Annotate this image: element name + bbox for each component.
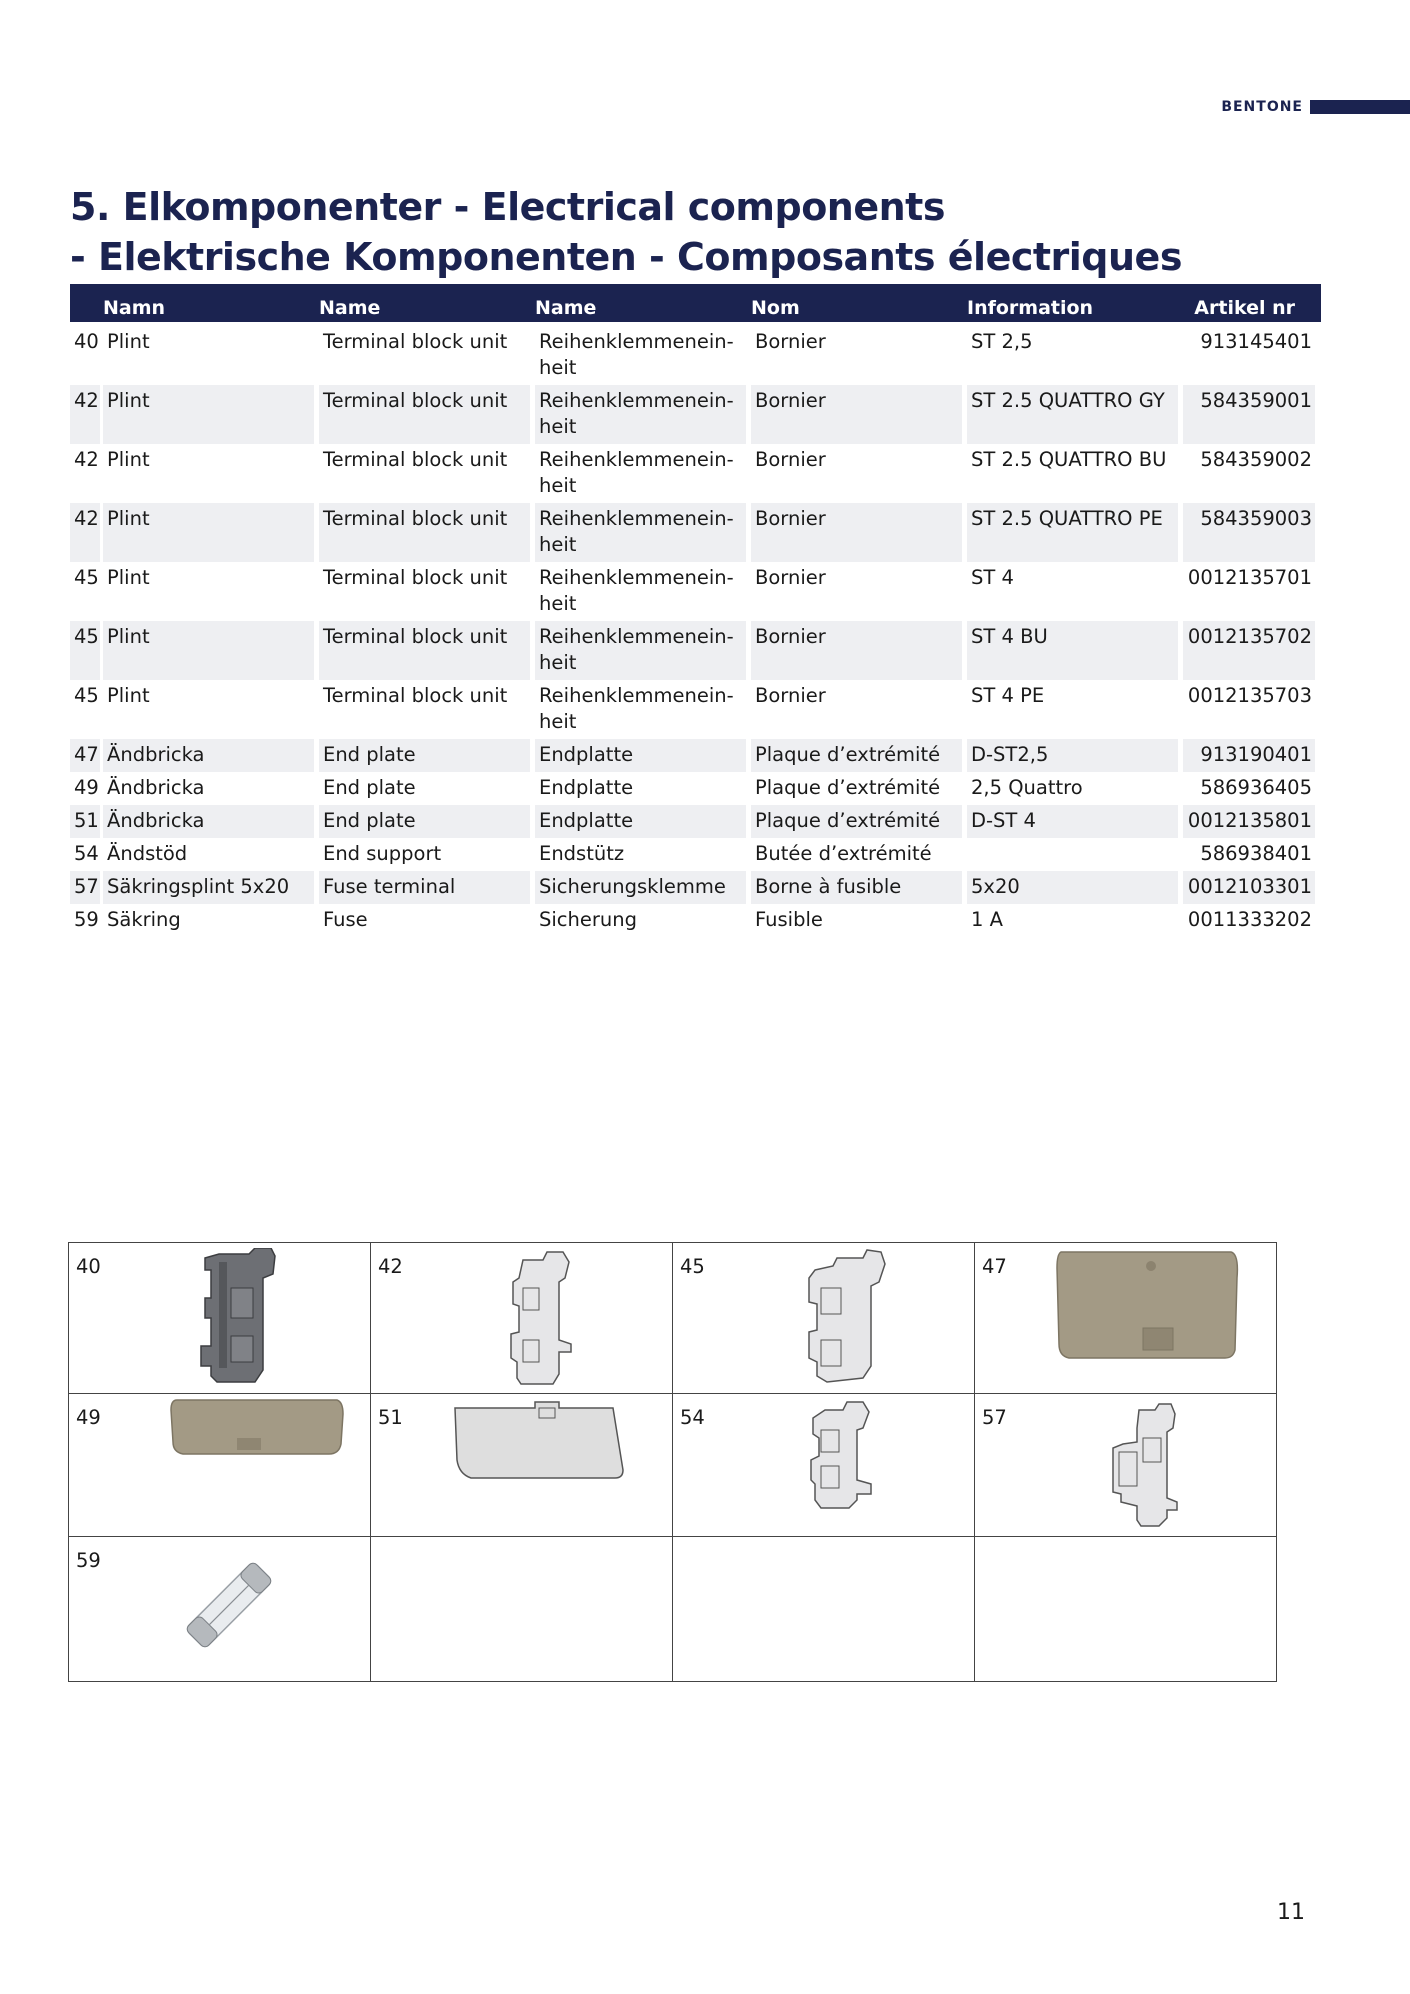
- cell-information: ST 2,5: [971, 330, 1033, 353]
- brand-bar: [1310, 100, 1410, 114]
- header-nom: Nom: [751, 297, 800, 319]
- fuse-terminal-image: [1109, 1402, 1199, 1530]
- cell-artikel-nr: 0012135703: [1187, 684, 1312, 707]
- cell-nom: Butée d’extrémité: [755, 842, 932, 865]
- header-information: Information: [967, 297, 1094, 319]
- cell-information: ST 2.5 QUATTRO GY: [967, 385, 1178, 444]
- cell-artikel-nr: 584359001: [1183, 385, 1315, 444]
- cell-information: [967, 838, 1178, 871]
- grid-label: 49: [76, 1406, 101, 1429]
- cell-namn: Plint: [107, 566, 150, 589]
- cell-namn: Ändbricka: [103, 805, 314, 838]
- cell-information: 5x20: [967, 871, 1178, 904]
- grid-cell-49: [69, 1394, 371, 1537]
- cell-namn: Plint: [103, 503, 314, 562]
- cell-name-de: Endstütz: [539, 842, 625, 865]
- cell-name-en: Terminal block unit: [319, 621, 530, 680]
- row-number: 45: [74, 684, 99, 707]
- cell-nom: Fusible: [755, 908, 823, 931]
- table-header: [70, 284, 1321, 322]
- table-row: [70, 772, 1321, 805]
- cell-name-en: End plate: [323, 776, 416, 799]
- header-name-de: Name: [535, 297, 597, 319]
- cell-name-en: Terminal block unit: [323, 448, 508, 471]
- grid-cell-40: [69, 1243, 371, 1394]
- cell-namn: Plint: [107, 330, 150, 353]
- cell-namn: Säkring: [107, 908, 181, 931]
- cell-artikel-nr: 913145401: [1200, 330, 1312, 353]
- cell-information: 2,5 Quattro: [971, 776, 1083, 799]
- cell-name-de: Reihenklemmenein- heit: [535, 385, 746, 444]
- table-row: [70, 503, 1321, 562]
- table-row: [70, 444, 1321, 503]
- grid-cell-empty: [975, 1537, 1277, 1682]
- row-number: 45: [70, 621, 100, 680]
- cell-namn: Plint: [103, 621, 314, 680]
- table-row: [70, 739, 1321, 772]
- cell-name-de: Endplatte: [535, 739, 746, 772]
- cell-name-de: Reihenklemmenein- heit: [539, 684, 734, 733]
- table-body: [70, 326, 1321, 937]
- cell-nom: Borne à fusible: [751, 871, 962, 904]
- cell-name-en: Terminal block unit: [323, 566, 508, 589]
- cell-nom: Bornier: [755, 330, 826, 353]
- cell-name-en: End plate: [319, 805, 530, 838]
- row-number: 51: [70, 805, 100, 838]
- cell-name-en: Terminal block unit: [323, 684, 508, 707]
- end-support-image: [809, 1400, 879, 1510]
- cell-name-de: Reihenklemmenein- heit: [535, 503, 746, 562]
- grid-label: 47: [982, 1255, 1007, 1278]
- cell-name-en: Fuse: [323, 908, 368, 931]
- table-row: [70, 621, 1321, 680]
- row-number: 47: [70, 739, 100, 772]
- grid-cell-57: [975, 1394, 1277, 1537]
- cell-namn: Plint: [107, 448, 150, 471]
- table-row: [70, 385, 1321, 444]
- table-row: [70, 562, 1321, 621]
- cell-nom: Plaque d’extrémité: [751, 739, 962, 772]
- row-number: 54: [74, 842, 99, 865]
- cell-artikel-nr: 0011333202: [1187, 908, 1312, 931]
- cell-nom: Plaque d’extrémité: [751, 805, 962, 838]
- grid-cell-54: [673, 1394, 975, 1537]
- page-title: [70, 182, 1340, 282]
- cell-name-de: Reihenklemmenein- heit: [539, 566, 734, 615]
- cell-name-en: Terminal block unit: [319, 503, 530, 562]
- cell-namn: Säkringsplint 5x20: [103, 871, 314, 904]
- grid-cell-empty: [371, 1537, 673, 1682]
- title-line-2: - Elektrische Komponenten - Composants électriques: [70, 235, 1182, 279]
- cell-artikel-nr: 0012135701: [1187, 566, 1312, 589]
- grid-cell-51: [371, 1394, 673, 1537]
- cell-artikel-nr: 584359002: [1200, 448, 1312, 471]
- row-number: 42: [74, 448, 99, 471]
- cell-artikel-nr: 586938401: [1200, 842, 1312, 865]
- cell-information: ST 4: [971, 566, 1014, 589]
- cell-name-de: Reihenklemmenein- heit: [535, 621, 746, 680]
- row-number: 49: [74, 776, 99, 799]
- cell-nom: Bornier: [751, 503, 962, 562]
- table-row: [70, 838, 1321, 871]
- cell-name-en: End plate: [319, 739, 530, 772]
- cell-nom: Bornier: [751, 385, 962, 444]
- grid-label: 51: [378, 1406, 403, 1429]
- cell-information: ST 2.5 QUATTRO BU: [971, 448, 1167, 471]
- end-plate-image: [169, 1398, 345, 1458]
- grid-cell-42: [371, 1243, 673, 1394]
- cell-information: D-ST2,5: [967, 739, 1178, 772]
- cell-information: D-ST 4: [967, 805, 1178, 838]
- header-namn: Namn: [103, 297, 166, 319]
- table-row: [70, 326, 1321, 385]
- cell-nom: Plaque d’extrémité: [755, 776, 941, 799]
- row-number: 45: [74, 566, 99, 589]
- cell-namn: Ändbricka: [107, 776, 205, 799]
- cell-name-en: Terminal block unit: [323, 330, 508, 353]
- page-number: 11: [1277, 1900, 1305, 1925]
- cell-name-en: Fuse terminal: [319, 871, 530, 904]
- table-row: [70, 805, 1321, 838]
- parts-image-grid: [68, 1242, 1277, 1682]
- cell-name-en: Terminal block unit: [319, 385, 530, 444]
- cell-artikel-nr: 584359003: [1183, 503, 1315, 562]
- cell-nom: Bornier: [751, 621, 962, 680]
- cell-namn: Plint: [107, 684, 150, 707]
- cell-name-de: Reihenklemmenein- heit: [539, 448, 734, 497]
- end-plate-image: [453, 1400, 629, 1484]
- table-row: [70, 904, 1321, 937]
- parts-table: [70, 284, 1321, 937]
- cell-namn: Ändstöd: [107, 842, 188, 865]
- cell-artikel-nr: 0012135702: [1183, 621, 1315, 680]
- cell-name-de: Endplatte: [535, 805, 746, 838]
- row-number: 42: [70, 503, 100, 562]
- terminal-block-light-image: [803, 1248, 889, 1388]
- grid-cell-45: [673, 1243, 975, 1394]
- row-number: 57: [70, 871, 100, 904]
- row-number: 40: [74, 330, 99, 353]
- cell-artikel-nr: 586936405: [1200, 776, 1312, 799]
- cell-information: ST 4 PE: [971, 684, 1045, 707]
- brand-name: BENTONE: [1221, 99, 1303, 115]
- fuse-image: [177, 1549, 281, 1661]
- cell-name-de: Sicherung: [539, 908, 637, 931]
- cell-information: ST 4 BU: [967, 621, 1178, 680]
- cell-name-de: Reihenklemmenein- heit: [539, 330, 734, 379]
- grid-cell-59: [69, 1537, 371, 1682]
- cell-artikel-nr: 913190401: [1183, 739, 1315, 772]
- cell-information: ST 2.5 QUATTRO PE: [967, 503, 1178, 562]
- terminal-block-dark-image: [197, 1248, 277, 1388]
- table-row: [70, 871, 1321, 904]
- terminal-block-light-image: [509, 1248, 579, 1388]
- cell-namn: Plint: [103, 385, 314, 444]
- row-number: 42: [70, 385, 100, 444]
- grid-cell-empty: [673, 1537, 975, 1682]
- table-row: [70, 680, 1321, 739]
- cell-name-de: Endplatte: [539, 776, 634, 799]
- cell-artikel-nr: 0012135801: [1183, 805, 1315, 838]
- cell-nom: Bornier: [755, 566, 826, 589]
- grid-label: 40: [76, 1255, 101, 1278]
- grid-label: 42: [378, 1255, 403, 1278]
- title-line-1: 5. Elkomponenter - Electrical components: [70, 185, 945, 229]
- cell-namn: Ändbricka: [103, 739, 314, 772]
- header-artikel-nr: Artikel nr: [1194, 297, 1295, 319]
- cell-information: 1 A: [971, 908, 1003, 931]
- header-name-en: Name: [319, 297, 381, 319]
- grid-cell-47: [975, 1243, 1277, 1394]
- grid-label: 45: [680, 1255, 705, 1278]
- grid-label: 59: [76, 1549, 101, 1572]
- cell-nom: Bornier: [755, 684, 826, 707]
- grid-label: 57: [982, 1406, 1007, 1429]
- end-plate-image: [1055, 1248, 1241, 1360]
- cell-name-en: End support: [323, 842, 442, 865]
- cell-artikel-nr: 0012103301: [1183, 871, 1315, 904]
- cell-name-de: Sicherungsklemme: [535, 871, 746, 904]
- row-number: 59: [74, 908, 99, 931]
- brand-header: [1221, 100, 1410, 114]
- grid-label: 54: [680, 1406, 705, 1429]
- cell-nom: Bornier: [755, 448, 826, 471]
